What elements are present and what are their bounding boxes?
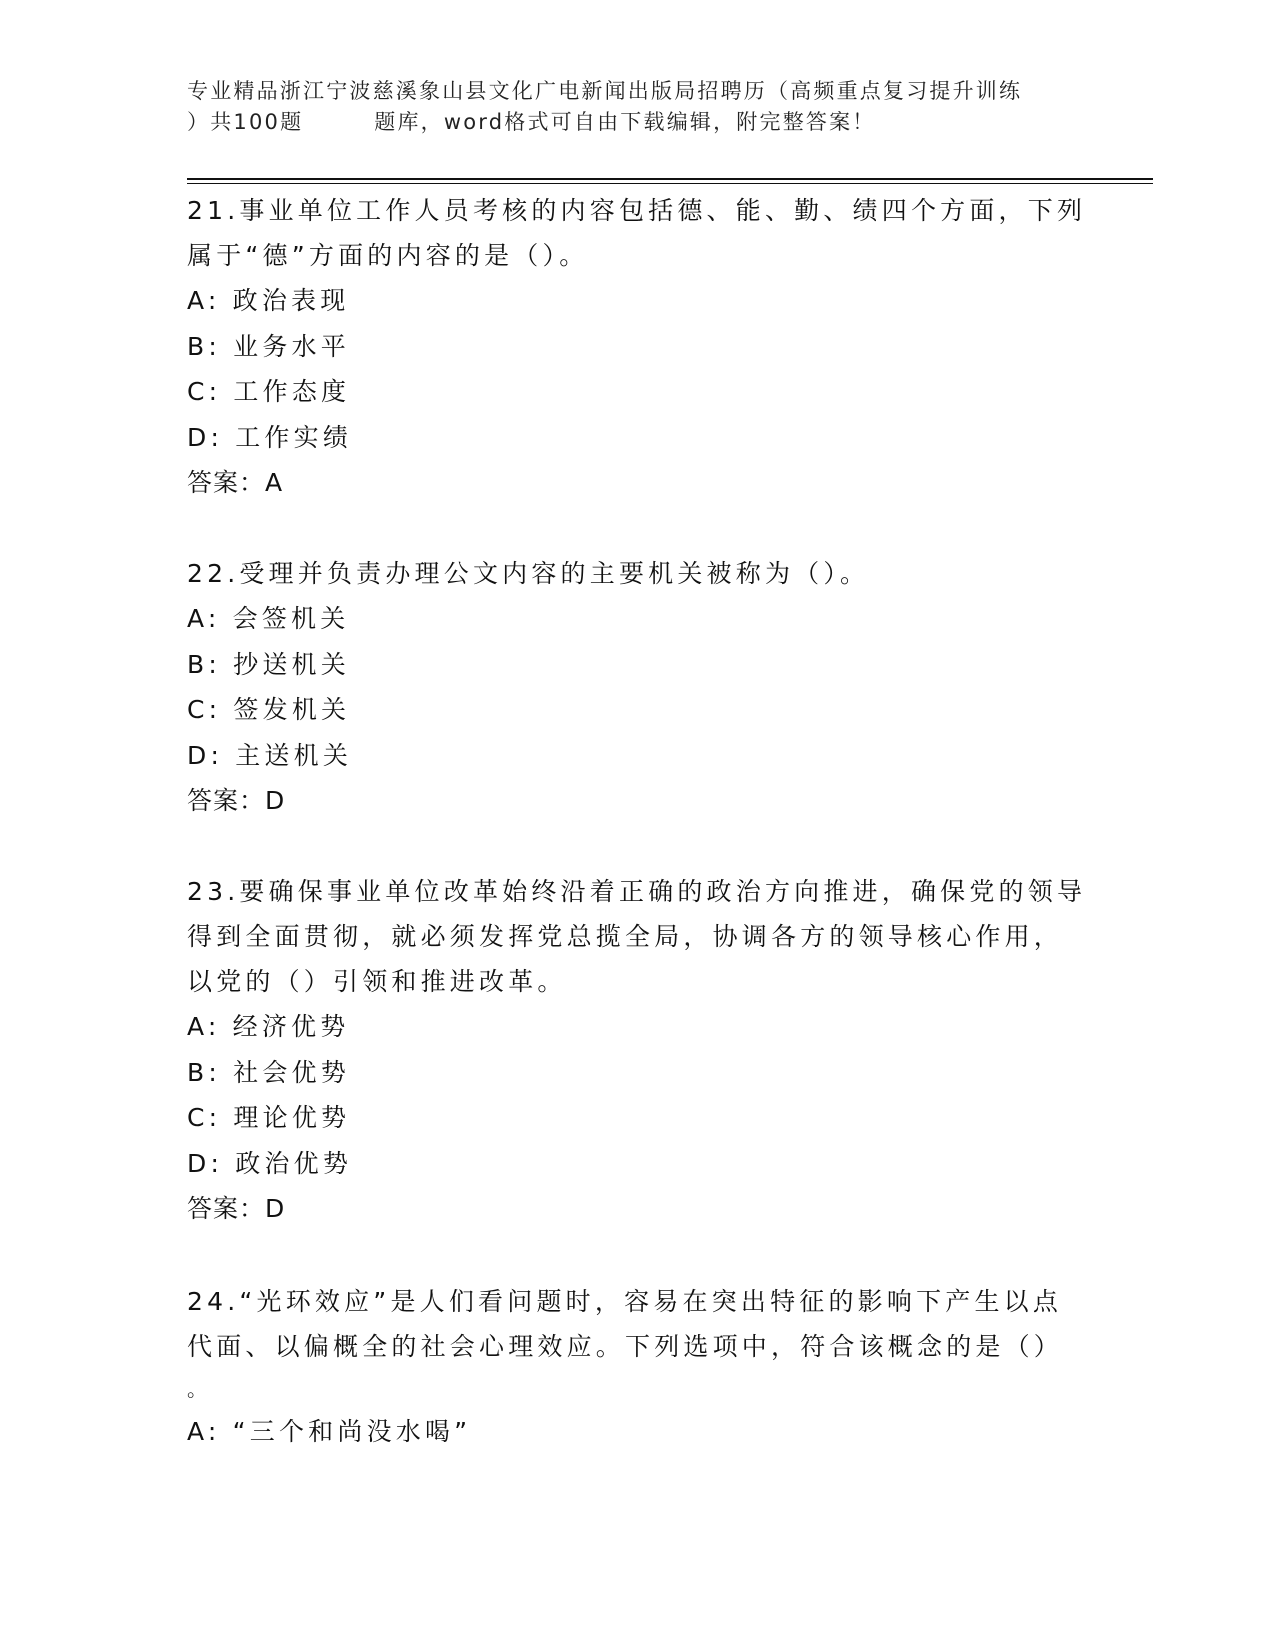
option-b: B: 业务水平 <box>187 331 350 361</box>
question-stem-line: 22.受理并负责办理公文内容的主要机关被称为（）。 <box>187 559 870 588</box>
question-22 <box>187 551 1087 823</box>
option-a: A: 经济优势 <box>187 1012 350 1041</box>
option-b: B: 社会优势 <box>187 1057 350 1087</box>
header-line-1: 专业精品浙江宁波慈溪象山县文化广电新闻出版局招聘历（高频重点复习提升训练 <box>187 79 1023 103</box>
option-d: D: 政治优势 <box>187 1148 353 1178</box>
question-21 <box>187 188 1087 505</box>
question-stem-line: 属于“德”方面的内容的是（）。 <box>187 241 589 270</box>
header-divider-thin <box>187 183 1153 184</box>
question-stem-line: 23.要确保事业单位改革始终沿着正确的政治方向推进，确保党的领导 <box>187 877 1087 906</box>
header-divider-thick <box>187 178 1153 180</box>
question-24 <box>187 1279 1087 1455</box>
answer-line: 答案：D <box>187 786 286 815</box>
question-23 <box>187 869 1087 1231</box>
header-line-2: ）共100题 题库，word格式可自由下载编辑，附完整答案！ <box>187 110 876 134</box>
option-d: D: 主送机关 <box>187 740 353 770</box>
option-d: D: 工作实绩 <box>187 422 353 452</box>
question-stem-line: 。 <box>187 1377 212 1401</box>
question-stem-line: 以党的（）引领和推进改革。 <box>187 967 567 996</box>
option-c: C: 理论优势 <box>187 1103 351 1132</box>
question-stem-line: 得到全面贯彻，就必须发挥党总揽全局，协调各方的领导核心作用， <box>187 922 1064 951</box>
question-stem-line: 代面、以偏概全的社会心理效应。下列选项中，符合该概念的是（） <box>187 1332 1064 1361</box>
option-a: A: “三个和尚没水喝” <box>187 1417 472 1446</box>
document-header <box>187 76 1087 138</box>
question-stem-line: 24.“光环效应”是人们看问题时，容易在突出特征的影响下产生以点 <box>187 1287 1063 1316</box>
answer-line: 答案：D <box>187 1194 286 1223</box>
option-a: A: 会签机关 <box>187 604 350 633</box>
option-b: B: 抄送机关 <box>187 649 350 679</box>
option-c: C: 工作态度 <box>187 377 351 406</box>
option-a: A: 政治表现 <box>187 286 350 315</box>
answer-line: 答案：A <box>187 468 284 497</box>
question-stem-line: 21.事业单位工作人员考核的内容包括德、能、勤、绩四个方面，下列 <box>187 196 1087 225</box>
option-c: C: 签发机关 <box>187 695 351 724</box>
